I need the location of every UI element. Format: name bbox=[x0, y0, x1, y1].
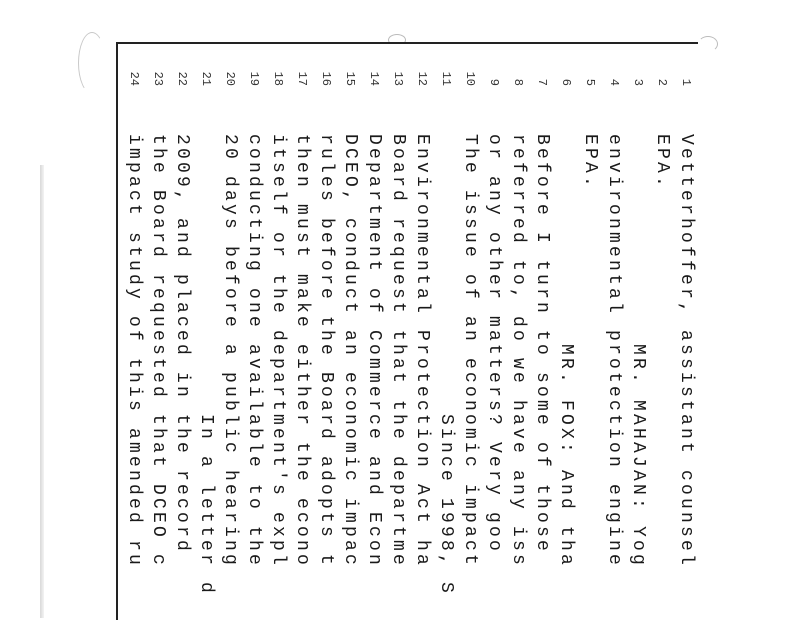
line-text: itself or the department's expl bbox=[268, 134, 288, 569]
line-text: DCEO, conduct an economic impac bbox=[340, 134, 360, 569]
transcript-line bbox=[578, 44, 602, 620]
line-text: referred to, do we have any iss bbox=[508, 134, 528, 569]
transcript-line bbox=[146, 44, 170, 620]
transcript-line bbox=[506, 44, 530, 620]
line-number: 7 bbox=[535, 78, 549, 86]
line-number: 11 bbox=[439, 71, 453, 86]
transcript-line bbox=[530, 44, 554, 620]
line-text: environmental protection engine bbox=[604, 134, 624, 569]
transcript-line bbox=[170, 44, 194, 620]
transcript-line bbox=[266, 44, 290, 620]
transcript-line bbox=[338, 44, 362, 620]
line-number: 23 bbox=[151, 71, 165, 86]
line-text: 20 days before a public hearing bbox=[220, 134, 240, 569]
line-text: the Board requested that DCEO c bbox=[148, 134, 168, 569]
line-text: MR. MAHAJAN: Yog bbox=[628, 134, 648, 569]
line-text: rules before the Board adopts t bbox=[316, 134, 336, 569]
transcript-line bbox=[434, 44, 458, 620]
line-text: EPA. bbox=[580, 134, 600, 191]
line-number: 15 bbox=[343, 71, 357, 86]
line-text: Vetterhoffer, assistant counsel bbox=[676, 134, 696, 569]
transcript-line bbox=[290, 44, 314, 620]
line-text: Since 1998, S bbox=[436, 134, 456, 597]
transcript-line bbox=[626, 44, 650, 620]
punch-hole-mark bbox=[698, 36, 718, 52]
transcript-line bbox=[602, 44, 626, 620]
line-text: MR. FOX: And tha bbox=[556, 134, 576, 569]
transcript-line bbox=[674, 44, 698, 620]
line-number: 1 bbox=[679, 78, 693, 86]
line-number: 21 bbox=[199, 71, 213, 86]
line-number: 19 bbox=[247, 71, 261, 86]
line-text: or any other matters? Very goo bbox=[484, 134, 504, 555]
line-number: 3 bbox=[631, 78, 645, 86]
transcript-line bbox=[122, 44, 146, 620]
transcript-line bbox=[362, 44, 386, 620]
line-number: 8 bbox=[511, 78, 525, 86]
line-number: 10 bbox=[463, 71, 477, 86]
line-number: 4 bbox=[607, 78, 621, 86]
line-number: 14 bbox=[367, 71, 381, 86]
line-number: 6 bbox=[559, 78, 573, 86]
scan-edge-shadow bbox=[40, 165, 44, 618]
transcript-line bbox=[410, 44, 434, 620]
line-text: then must make either the econo bbox=[292, 134, 312, 569]
line-number: 18 bbox=[271, 71, 285, 86]
punch-hole-mark bbox=[78, 32, 106, 94]
transcript-line bbox=[314, 44, 338, 620]
transcript-line bbox=[386, 44, 410, 620]
line-number: 17 bbox=[295, 71, 309, 86]
transcript-line bbox=[650, 44, 674, 620]
transcript-line bbox=[194, 44, 218, 620]
line-number: 9 bbox=[487, 78, 501, 86]
line-text: Environmental Protection Act ha bbox=[412, 134, 432, 569]
rotated-transcript-text bbox=[118, 44, 698, 620]
transcript-line bbox=[242, 44, 266, 620]
line-number: 22 bbox=[175, 71, 189, 86]
transcript-line bbox=[458, 44, 482, 620]
line-text: In a letter d bbox=[196, 134, 216, 597]
line-text: Department of Commerce and Econ bbox=[364, 134, 384, 569]
line-text: Board request that the departme bbox=[388, 134, 408, 569]
line-text: conducting one available to the bbox=[244, 134, 264, 569]
line-text: impact study of this amended ru bbox=[124, 134, 144, 569]
line-number: 5 bbox=[583, 78, 597, 86]
line-text: The issue of an economic impact bbox=[460, 134, 480, 569]
line-number: 12 bbox=[415, 71, 429, 86]
line-text: 2009, and placed in the record bbox=[172, 134, 192, 555]
line-number: 20 bbox=[223, 71, 237, 86]
line-text: Before I turn to some of those bbox=[532, 134, 552, 555]
transcript-page bbox=[116, 42, 698, 620]
transcript-line bbox=[218, 44, 242, 620]
line-number: 24 bbox=[127, 71, 141, 86]
line-number: 13 bbox=[391, 71, 405, 86]
line-text: EPA. bbox=[652, 134, 672, 191]
line-number: 2 bbox=[655, 78, 669, 86]
transcript-line bbox=[554, 44, 578, 620]
transcript-line bbox=[482, 44, 506, 620]
line-number: 16 bbox=[319, 71, 333, 86]
